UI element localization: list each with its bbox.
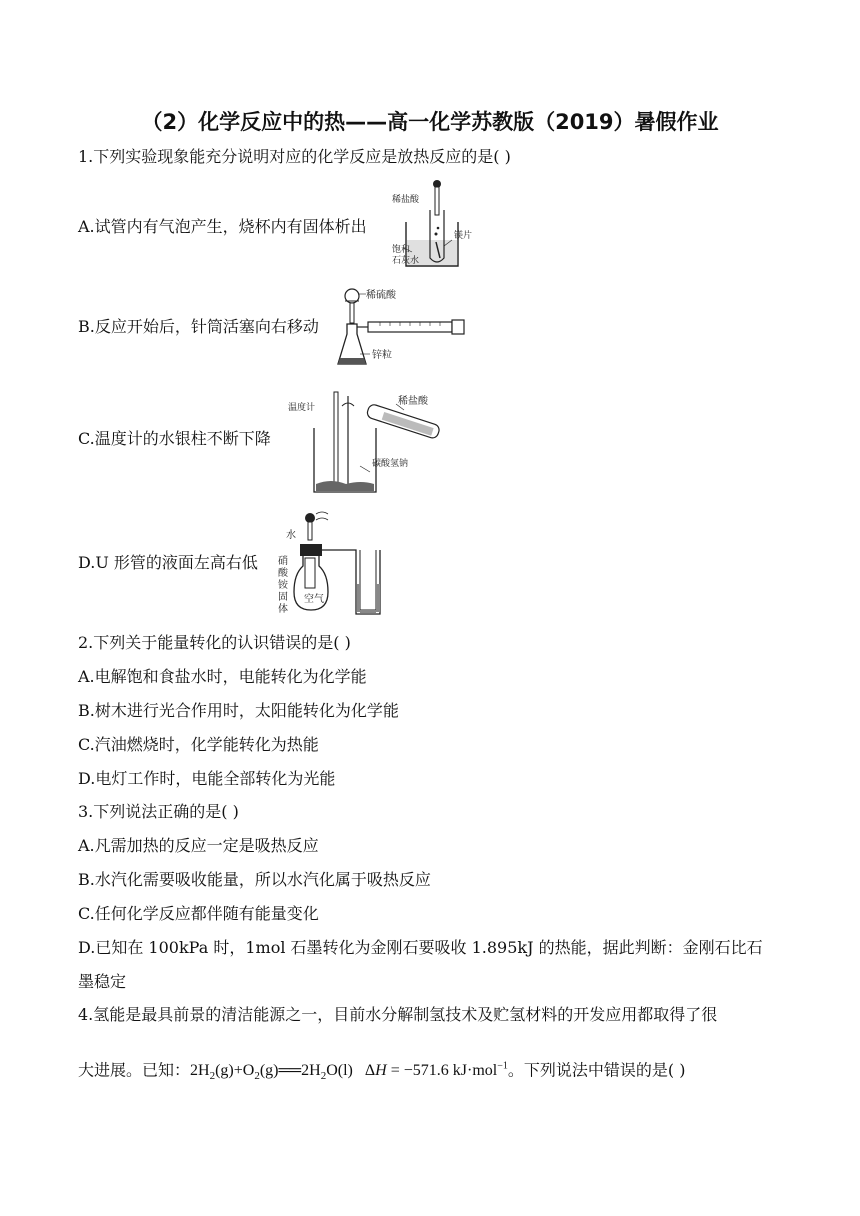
figure-d-apparatus [272,506,388,620]
label-dilute-hcl-c: 稀盐酸 [398,396,428,407]
q2-stem: 2.下列关于能量转化的认识错误的是( ) [78,633,351,652]
label-thermometer: 温度计 [288,403,316,413]
q3-option-d-line1: D.已知在 100kPa 时，1mol 石墨转化为金刚石要吸收 1.895kJ 的热能，据此判断：金刚石比石 [78,938,763,957]
label-water: 水 [286,530,296,541]
q3-option-d-line2: 墨稳定 [78,972,127,991]
q2-option-a: A.电解饱和食盐水时，电能转化为化学能 [78,667,367,686]
label-zinc-granules: 锌粒 [372,350,392,361]
label-vertical-3: 铵 [278,580,288,591]
q3-stem: 3.下列说法正确的是( ) [78,802,239,821]
figure-a-apparatus [392,176,472,272]
label-vertical-1: 硝 [278,556,288,567]
delta-h-unit-exponent: −1 [497,1061,508,1072]
label-air: 空气 [304,594,324,605]
figure-c-apparatus [286,388,442,494]
label-vertical-2: 酸 [278,568,288,579]
label-vertical-5: 体 [278,604,288,615]
q1-option-d: D.U 形管的液面左高右低 [78,553,258,572]
q4-stem-line1: 4.氢能是最具前景的清洁能源之一，目前水分解制氢技术及贮氢材料的开发应用都取得了很 [78,1005,718,1024]
label-limewater: 石灰水 [392,256,420,266]
q1-option-b: B.反应开始后，针筒活塞向右移动 [78,317,319,336]
q2-option-c: C.汽油燃烧时，化学能转化为热能 [78,735,319,754]
label-dilute-hcl: 稀盐酸 [392,195,420,205]
q1-option-c: C.温度计的水银柱不断下降 [78,429,271,448]
label-nahco3: 碳酸氢钠 [372,459,409,469]
q3-option-c: C.任何化学反应都伴随有能量变化 [78,904,319,923]
q1-stem: 1.下列实验现象能充分说明对应的化学反应是放热反应的是( ) [78,147,511,166]
page-title: （2）化学反应中的热——高一化学苏教版（2019）暑假作业 [141,110,719,134]
q4-stem-suffix: 。下列说法中错误的是( ) [507,1060,686,1080]
q1-option-a: A.试管内有气泡产生，烧杯内有固体析出 [78,217,367,236]
q4-stem-prefix: 大进展。已知： [78,1060,191,1080]
q4-stem-line2 [78,1056,685,1088]
figure-b-apparatus [336,284,468,376]
q2-option-b: B.树木进行光合作用时，太阳能转化为化学能 [78,701,399,720]
label-saturated: 饱和 [392,245,411,255]
q2-option-d: D.电灯工作时，电能全部转化为光能 [78,769,336,788]
thermochemical-equation: $2H_2(g)+O_2(g)══2H_2O(l) \Delta H = -571.6$ kJ·mol$^{-1}$ [190,1061,508,1083]
label-mg-strip: 镁片 [454,231,472,241]
label-dilute-h2so4: 稀硫酸 [366,290,396,301]
delta-h-value: −571.6 kJ·mol [403,1062,498,1080]
q3-option-b: B.水汽化需要吸收能量，所以水汽化属于吸热反应 [78,870,431,889]
label-vertical-4: 固 [278,592,288,603]
q3-option-a: A.凡需加热的反应一定是吸热反应 [78,836,319,855]
